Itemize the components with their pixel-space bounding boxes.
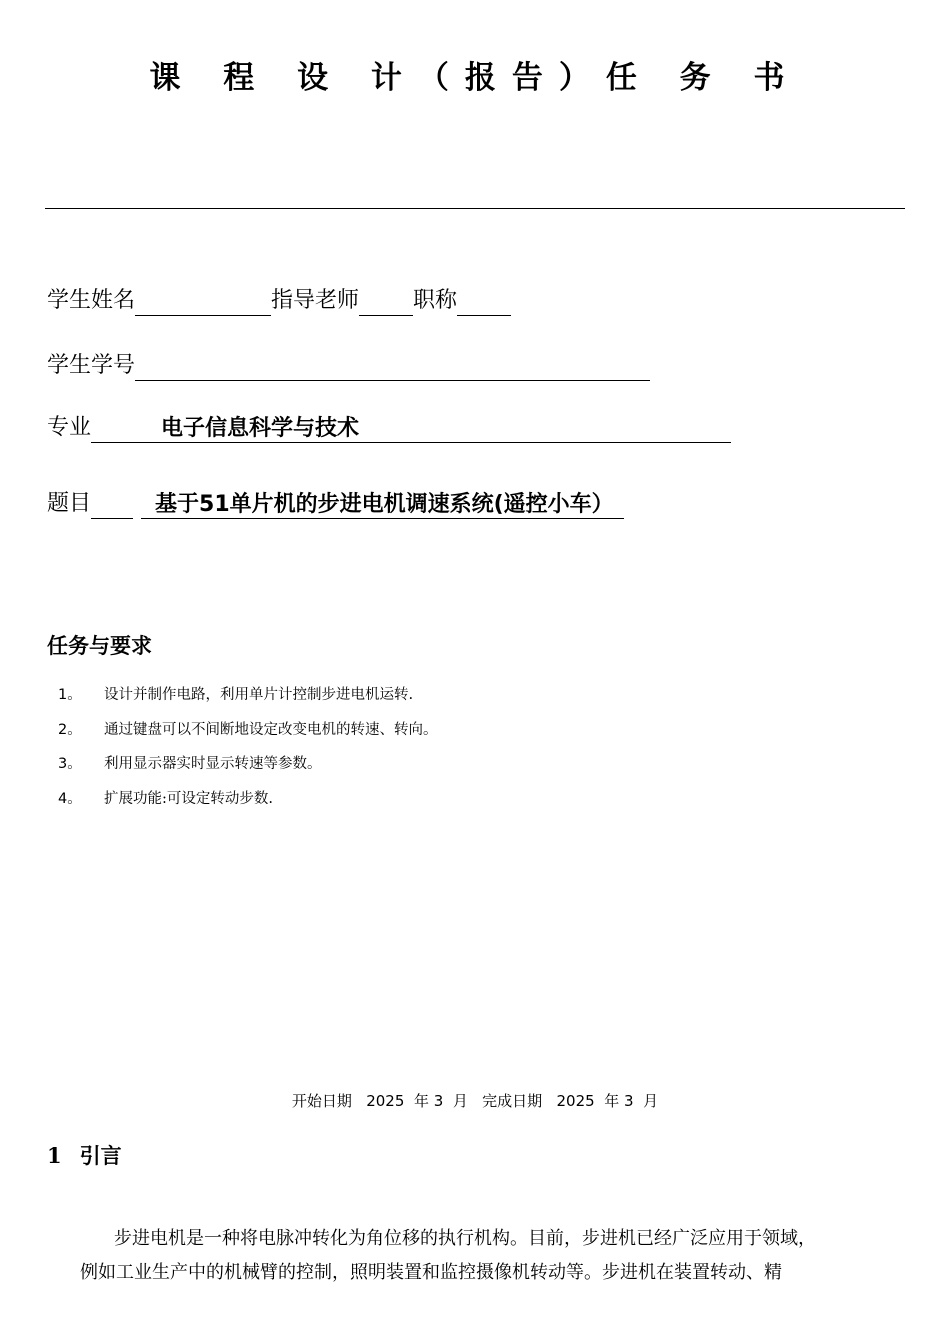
task-number: 2。 <box>58 721 82 738</box>
student-name-label: 学生姓名 <box>47 288 136 313</box>
date-line <box>0 1090 950 1111</box>
task-item <box>58 787 438 822</box>
start-date-label: 开始日期 <box>291 1092 352 1110</box>
rank-field[interactable] <box>457 291 511 316</box>
student-id-label: 学生学号 <box>47 353 136 378</box>
task-item <box>58 718 438 753</box>
task-item <box>58 683 438 718</box>
rank-label: 职称 <box>413 288 458 313</box>
intro-section-title: 引言 <box>79 1144 122 1168</box>
start-month-unit: 月 <box>452 1092 468 1110</box>
major-value: 电子信息科学与技术 <box>91 416 731 443</box>
topic-row <box>47 489 624 519</box>
task-list <box>58 683 438 821</box>
task-item <box>58 752 438 787</box>
student-id-field[interactable] <box>135 356 650 381</box>
end-year-unit: 年 <box>604 1092 620 1110</box>
topic-label: 题目 <box>47 491 92 516</box>
advisor-label: 指导老师 <box>271 288 360 313</box>
intro-section-number: 1 <box>47 1142 62 1168</box>
end-month: 3 <box>624 1092 634 1110</box>
task-text: 扩展功能:可设定转动步数. <box>104 790 273 807</box>
intro-heading <box>47 1140 122 1170</box>
task-text: 设计并制作电路，利用单片计控制步进电机运转. <box>104 687 414 703</box>
student-id-row <box>47 351 650 381</box>
task-number: 3。 <box>58 756 82 772</box>
name-advisor-row <box>47 286 511 316</box>
topic-prefix-line <box>91 494 133 519</box>
end-month-unit: 月 <box>643 1092 659 1110</box>
task-number: 1。 <box>58 687 82 703</box>
start-month: 3 <box>433 1092 444 1110</box>
intro-line-2: 例如工业生产中的机械臂的控制，照明装置和监控摄像机转动等。步进机在装置转动、精 <box>80 1262 782 1283</box>
document-title: 课 程 设 计（报告）任 务 书 <box>149 60 801 96</box>
topic-value: 基于51单片机的步进电机调速系统(遥控小车） <box>141 492 624 519</box>
start-year-unit: 年 <box>413 1092 429 1110</box>
start-year: 2025 <box>366 1092 405 1110</box>
advisor-field[interactable] <box>359 291 413 316</box>
student-name-field[interactable] <box>135 291 271 316</box>
task-text: 通过键盘可以不间断地设定改变电机的转速、转向。 <box>104 721 438 738</box>
end-year: 2025 <box>556 1092 595 1110</box>
major-label: 专业 <box>47 415 92 440</box>
title-divider <box>45 208 905 209</box>
intro-line-1: 步进电机是一种将电脉冲转化为角位移的执行机构。目前，步进机已经广泛应用于领域， <box>114 1228 816 1249</box>
task-number: 4。 <box>58 790 82 807</box>
end-date-label: 完成日期 <box>482 1092 543 1110</box>
major-row <box>47 413 731 443</box>
task-text: 利用显示器实时显示转速等参数。 <box>104 756 322 772</box>
tasks-heading: 任务与要求 <box>47 634 152 658</box>
intro-paragraph <box>80 1222 908 1290</box>
